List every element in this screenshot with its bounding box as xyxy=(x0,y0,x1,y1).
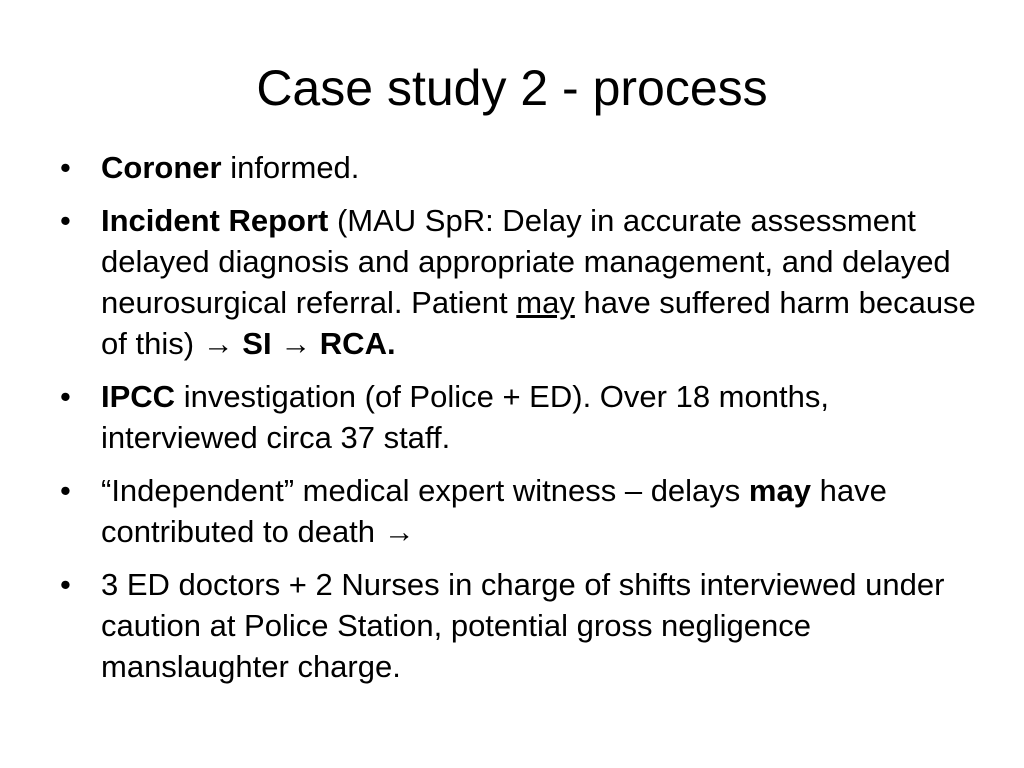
bullet-underlined-text: may xyxy=(516,285,575,320)
bullet-text: (MAU SpR: Delay in accurate assessment delayed diagnosis and appropriate management, and delayed neurosurgical referral. Patient xyxy=(101,203,951,320)
bullet-bold-text: IPCC xyxy=(101,379,176,414)
bullet-text: investigation (of Police + ED). Over 18 months, interviewed circa 37 staff. xyxy=(101,379,829,455)
bullet-item-expert-witness xyxy=(60,470,990,552)
bullet-item-ipcc xyxy=(60,376,990,458)
bullet-item-coroner xyxy=(60,147,990,188)
bullet-bold-text: may xyxy=(748,473,811,508)
bullet-text: 3 ED doctors + 2 Nurses in charge of shifts interviewed under caution at Police Station, potential gross negligence manslaughter charge. xyxy=(101,567,945,684)
bullet-icon: • xyxy=(60,567,71,602)
bullet-bold-text: RCA. xyxy=(319,326,396,361)
bullet-text: have contributed to death → xyxy=(101,473,887,549)
bullet-icon: • xyxy=(60,150,71,185)
bullet-bold-text: Incident Report xyxy=(101,203,329,238)
bullet-list xyxy=(60,147,990,699)
bullet-icon: • xyxy=(60,379,71,414)
bullet-icon: • xyxy=(60,473,71,508)
bullet-bold-text: Coroner xyxy=(101,150,222,185)
bullet-text: “Independent” medical expert witness – delays xyxy=(101,473,749,508)
bullet-item-incident-report xyxy=(60,200,990,364)
bullet-text: informed. xyxy=(221,150,360,185)
slide-title: Case study 2 - process xyxy=(256,60,768,116)
bullet-bold-text: SI xyxy=(242,326,272,361)
arrow-text: → xyxy=(271,326,320,361)
bullet-item-interviews xyxy=(60,564,990,687)
bullet-text: have suffered harm because of this) → xyxy=(101,285,976,361)
bullet-icon: • xyxy=(60,203,71,238)
